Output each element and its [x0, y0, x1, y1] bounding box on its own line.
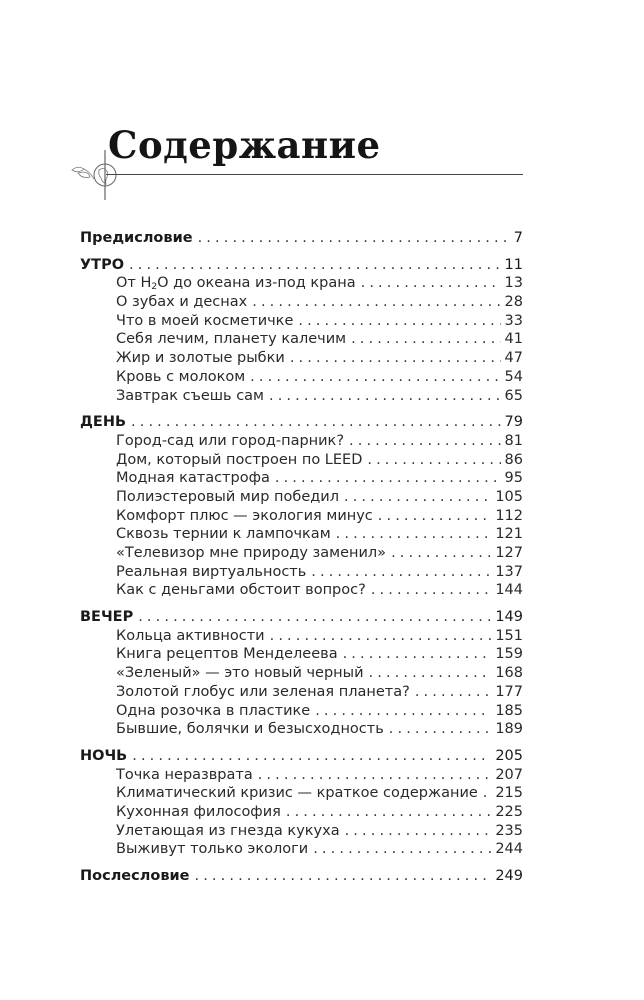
toc-entry[interactable]: [80, 387, 523, 406]
toc-entry[interactable]: [80, 330, 523, 349]
toc-entry[interactable]: [80, 581, 523, 600]
toc-page-number: 28: [504, 294, 523, 311]
toc-entry-title: Кольца активности: [116, 627, 265, 644]
toc-page-number: 121: [495, 526, 523, 543]
dot-leader: [391, 544, 491, 563]
toc-page-number: 41: [504, 331, 523, 348]
dot-leader: [336, 525, 492, 544]
toc-page-number: 47: [504, 350, 523, 367]
toc-page-number: 189: [495, 721, 523, 738]
toc-entry-title: Послесловие: [80, 868, 190, 884]
toc-page-number: 137: [495, 563, 523, 580]
toc-entry[interactable]: [80, 766, 523, 785]
dot-leader: [315, 702, 491, 721]
toc-entry[interactable]: [80, 683, 523, 702]
toc-entry[interactable]: [80, 488, 523, 507]
toc-entry-title: ДЕНЬ: [80, 414, 127, 431]
toc-entry-title: Кухонная философия: [116, 803, 281, 820]
dot-leader: [415, 683, 491, 702]
dot-leader: [258, 766, 492, 785]
title-rule: [106, 174, 523, 175]
toc-entry-title: Золотой глобус или зеленая планета?: [116, 683, 410, 700]
toc-entry[interactable]: [80, 349, 523, 368]
toc-entry-title: НОЧЬ: [80, 747, 128, 764]
dot-leader: [311, 563, 491, 582]
toc-section-entry[interactable]: [80, 867, 523, 886]
toc-page-number: 81: [504, 432, 523, 449]
dot-leader: [313, 840, 491, 859]
toc-entry-title-part: 2: [151, 282, 158, 293]
toc-page-number: 149: [495, 609, 523, 626]
toc-section-entry[interactable]: [80, 747, 523, 766]
toc-entry-title: Модная катастрофа: [116, 470, 270, 487]
dot-leader: [132, 747, 491, 766]
toc-entry-title: Реальная виртуальность: [116, 563, 307, 580]
toc-page-number: 225: [495, 803, 523, 820]
dot-leader: [198, 229, 510, 248]
dot-leader: [367, 451, 500, 470]
toc-entry-title: Комфорт плюс — экология минус: [116, 507, 373, 524]
toc-entry-title: Дом, который построен по LEED: [116, 451, 363, 468]
toc-page-number: 144: [495, 582, 523, 599]
dot-leader: [371, 581, 492, 600]
dot-leader: [483, 784, 492, 803]
toc-page-number: 215: [495, 785, 523, 802]
dot-leader: [298, 312, 500, 331]
toc-entry-title: Полиэстеровый мир победил: [116, 488, 339, 505]
toc-section-entry[interactable]: [80, 413, 523, 432]
toc-entry-title-part: От H: [116, 275, 152, 292]
toc-entry-title: Завтрак съешь сам: [116, 387, 264, 404]
toc-page-number: 249: [495, 868, 523, 884]
toc-entry[interactable]: [80, 784, 523, 803]
dot-leader: [252, 293, 500, 312]
toc-page-number: 65: [504, 387, 523, 404]
toc-page-number: 105: [495, 488, 523, 505]
dot-leader: [349, 432, 501, 451]
dot-leader: [389, 720, 492, 739]
toc-entry[interactable]: [80, 627, 523, 646]
toc-entry[interactable]: [80, 507, 523, 526]
toc-page-number: 168: [495, 665, 523, 682]
toc-page-number: 112: [495, 507, 523, 524]
dot-leader: [343, 645, 492, 664]
toc-entry-title: Предисловие: [80, 230, 193, 246]
dot-leader: [345, 822, 492, 841]
toc-entry[interactable]: [80, 544, 523, 563]
dot-leader: [351, 330, 500, 349]
toc-page-number: 86: [504, 451, 523, 468]
toc-page-number: 11: [504, 256, 523, 273]
dot-leader: [270, 627, 492, 646]
toc-entry-title: Жир и золотые рыбки: [116, 350, 285, 367]
toc-entry-title: «Телевизор мне природу заменил»: [116, 545, 387, 561]
toc-entry-title: Как с деньгами обстоит вопрос?: [116, 582, 366, 599]
toc-entry-title: Климатический кризис — краткое содержание: [116, 785, 478, 802]
dot-leader: [378, 507, 492, 526]
toc-page-number: 127: [495, 545, 523, 561]
toc-entry-title: УТРО: [80, 256, 125, 273]
dot-leader: [138, 608, 491, 627]
toc-entry-title: Точка неразврата: [116, 766, 253, 783]
toc-page-number: 33: [504, 312, 523, 329]
toc-page-number: 7: [513, 230, 523, 246]
toc-entry[interactable]: [80, 432, 523, 451]
toc-entry[interactable]: [80, 702, 523, 721]
dot-leader: [369, 664, 492, 683]
toc-entry-title: Бывшие, болячки и безысходность: [116, 721, 384, 738]
dot-leader: [129, 256, 501, 275]
toc-page-number: 205: [495, 747, 523, 764]
dot-leader: [195, 867, 492, 886]
toc-page-number: 159: [495, 646, 523, 663]
toc-section-entry[interactable]: [80, 256, 523, 275]
toc-entry[interactable]: [80, 664, 523, 683]
toc-entry[interactable]: [80, 368, 523, 387]
toc-page-number: 207: [495, 766, 523, 783]
toc-entry[interactable]: [80, 645, 523, 664]
toc-entry-title: Город-сад или город-парник?: [116, 432, 345, 449]
toc-page-number: 244: [495, 841, 523, 858]
toc-entry-title: Что в моей косметичке: [116, 312, 294, 329]
toc-entry[interactable]: [80, 451, 523, 470]
page-title: Содержание: [108, 123, 381, 167]
toc-entry-title: Кровь с молоком: [116, 368, 246, 385]
toc-entry-title: О зубах и деснах: [116, 294, 248, 311]
table-of-contents: [80, 229, 523, 886]
toc-page-number: 177: [495, 683, 523, 700]
dot-leader: [344, 488, 491, 507]
toc-page-number: 13: [504, 275, 523, 292]
toc-entry[interactable]: [80, 525, 523, 544]
toc-page-number: 185: [495, 702, 523, 719]
toc-entry[interactable]: [80, 469, 523, 488]
toc-page-number: 151: [495, 627, 523, 644]
toc-entry[interactable]: [80, 803, 523, 822]
toc-page-number: 54: [504, 368, 523, 385]
toc-entry-title: Улетающая из гнезда кукуха: [116, 822, 340, 839]
dot-leader: [290, 349, 501, 368]
dot-leader: [275, 469, 501, 488]
toc-section-entry[interactable]: [80, 608, 523, 627]
toc-entry[interactable]: [80, 822, 523, 841]
dot-leader: [269, 387, 501, 406]
toc-entry[interactable]: [80, 563, 523, 582]
toc-page-number: 95: [504, 470, 523, 487]
toc-entry-title: Себя лечим, планету калечим: [116, 331, 347, 348]
dot-leader: [286, 803, 491, 822]
dot-leader: [131, 413, 501, 432]
toc-entry[interactable]: [80, 840, 523, 859]
toc-entry[interactable]: [80, 293, 523, 312]
toc-entry-title: Сквозь тернии к лампочкам: [116, 526, 331, 543]
toc-page-number: 79: [504, 414, 523, 431]
dot-leader: [250, 368, 500, 387]
toc-section-entry[interactable]: [80, 229, 523, 248]
toc-entry[interactable]: [80, 274, 523, 293]
toc-entry[interactable]: [80, 312, 523, 331]
toc-entry-title: Одна розочка в пластике: [116, 702, 311, 719]
toc-entry-title: Выживут только экологи: [116, 841, 309, 858]
toc-entry-title: «Зеленый» — это новый черный: [116, 665, 364, 682]
toc-entry-title-part: O до океана из-под крана: [157, 275, 356, 292]
toc-page-number: 235: [495, 822, 523, 839]
toc-entry-title: Книга рецептов Менделеева: [116, 646, 338, 663]
dot-leader: [361, 274, 501, 293]
toc-entry-title: ВЕЧЕР: [80, 609, 134, 626]
toc-entry[interactable]: [80, 720, 523, 739]
